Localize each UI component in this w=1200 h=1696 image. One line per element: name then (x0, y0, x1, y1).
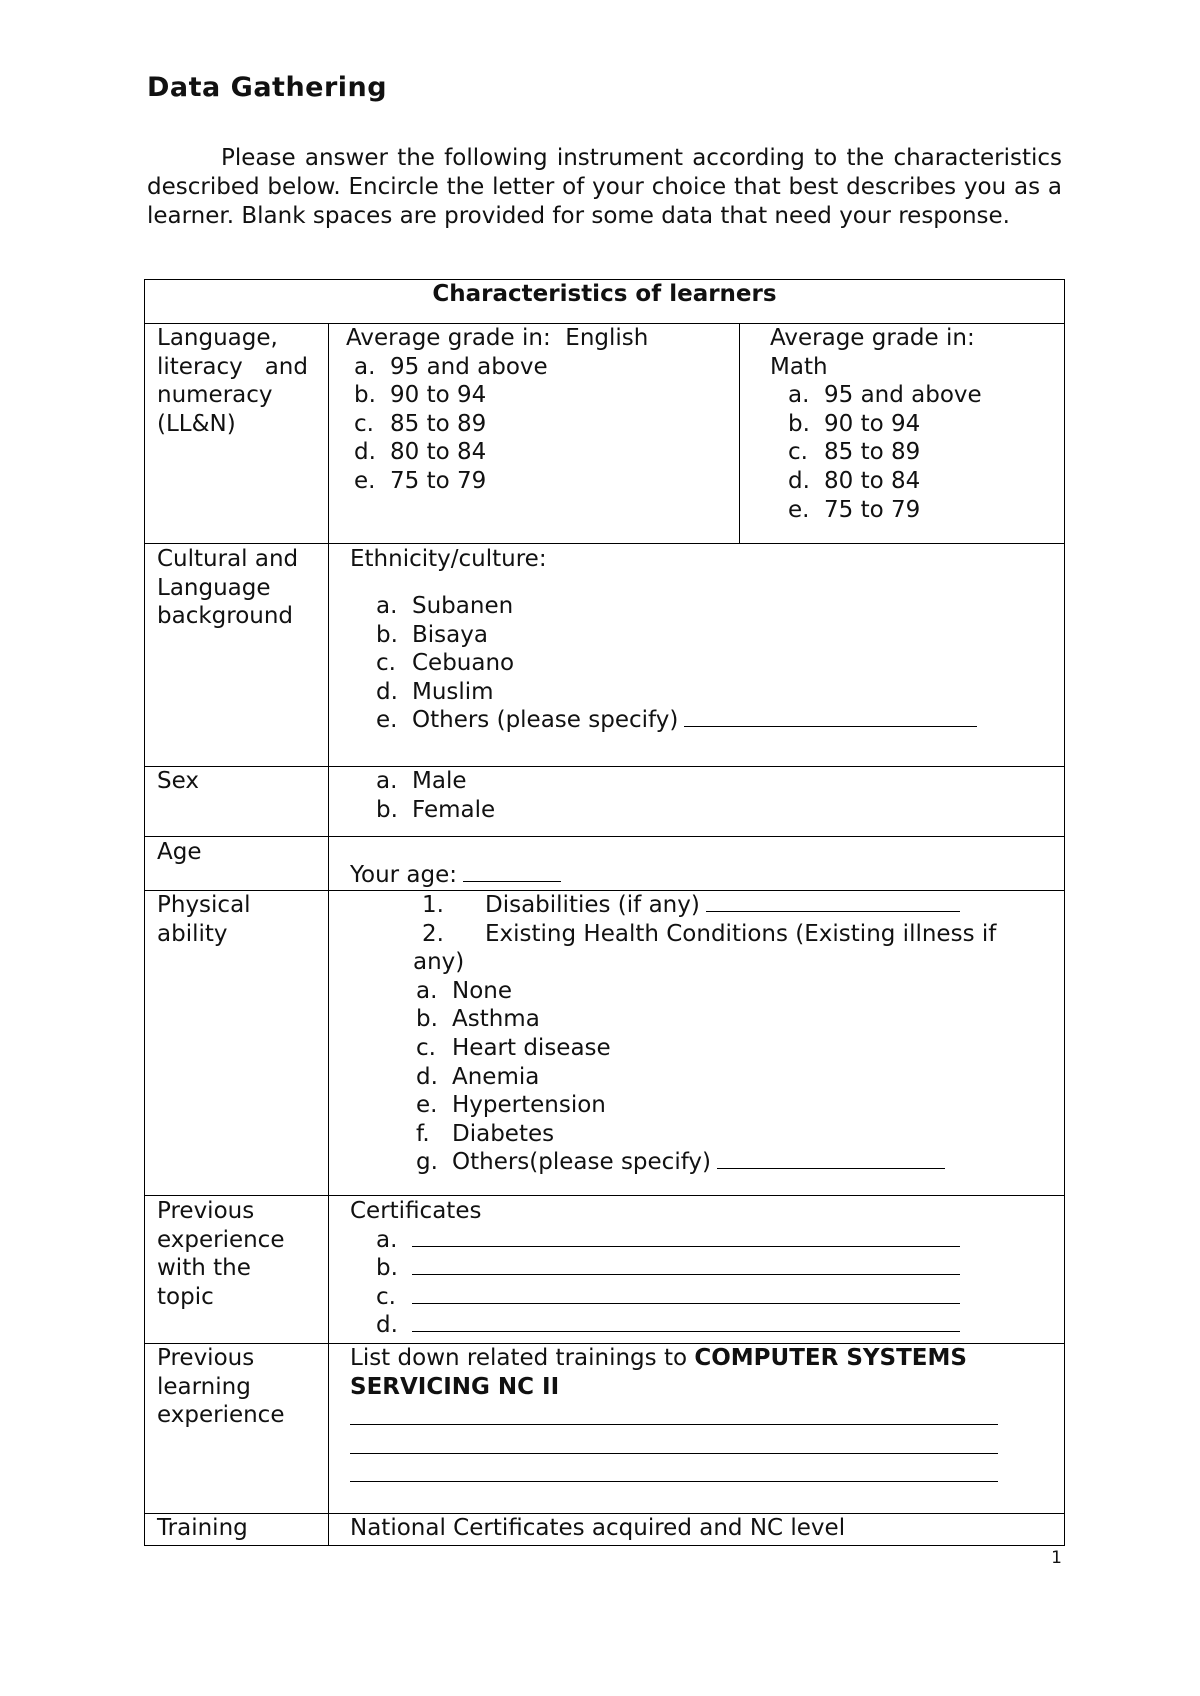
sex-options (376, 767, 495, 824)
option-item[interactable]: e. 75 to 79 (788, 496, 921, 523)
page-number: 1 (1051, 1548, 1062, 1568)
option-item[interactable]: c. Cebuano (376, 650, 515, 677)
label-line: (LL&N) (157, 410, 236, 437)
disabilities-item: 1. Disabilities (if any) (422, 891, 960, 920)
label-line: literacy and (157, 353, 308, 380)
ethnicity-options (376, 592, 977, 735)
option-item[interactable]: f. Diabetes (416, 1120, 555, 1147)
option-item[interactable]: a. 95 and above (354, 353, 548, 380)
physical-label: Physical ability (157, 892, 251, 947)
table-header: Characteristics of learners (432, 281, 777, 307)
age-label: Age (157, 839, 202, 865)
row-divider (144, 836, 1065, 837)
column-divider (739, 323, 740, 543)
english-grade-question (346, 324, 648, 353)
specify-blank[interactable] (717, 1149, 945, 1169)
health-item: 2. Existing Health Conditions (Existing illness if (422, 920, 997, 947)
option-item[interactable]: c. Heart disease (416, 1034, 611, 1061)
english-options (354, 353, 548, 496)
column-divider (328, 323, 329, 1546)
english-heading: Average grade in: English (346, 325, 649, 351)
option-item[interactable]: b. 90 to 94 (788, 410, 921, 437)
training-answer-line[interactable] (350, 1481, 998, 1482)
health-options (416, 977, 945, 1177)
certificate-entry[interactable]: b. (376, 1254, 960, 1283)
option-item[interactable]: e. Others (please specify) (376, 706, 977, 735)
instructions-paragraph: Please answer the following instrument according to the characteristics described below. Encircle the letter of your choice that best describes you as a learner. Blank spaces are provided for some data that need your response. (147, 145, 1062, 229)
option-item[interactable]: b. 90 to 94 (354, 382, 487, 409)
certificate-entries (376, 1226, 960, 1340)
row-divider (144, 766, 1065, 767)
option-item[interactable]: a. 95 and above (788, 382, 982, 409)
option-item[interactable]: b. Bisaya (376, 621, 488, 648)
row-divider (144, 1195, 1065, 1196)
certificates-heading: Certificates (350, 1198, 482, 1224)
option-item[interactable]: a. Male (376, 768, 467, 794)
math-options (788, 381, 982, 524)
training-answer-line[interactable] (350, 1453, 998, 1454)
trainings-prompt: List down related trainings to COMPUTER SYSTEMS SERVICING NC II (350, 1345, 967, 1400)
health-item-cont: any) (413, 949, 465, 976)
age-blank[interactable] (463, 862, 561, 882)
option-item[interactable]: b. Asthma (416, 1006, 540, 1033)
option-item[interactable]: d. 80 to 84 (788, 467, 921, 494)
option-item[interactable]: e. 75 to 79 (354, 467, 487, 494)
option-item[interactable]: c. 85 to 89 (354, 410, 487, 437)
ethnicity-heading: Ethnicity/culture: (350, 546, 547, 572)
option-item[interactable]: e. Hypertension (416, 1092, 606, 1119)
option-item[interactable]: d. 80 to 84 (354, 439, 487, 466)
training-answer-line[interactable] (350, 1424, 998, 1425)
label-line: numeracy (157, 382, 273, 409)
label-line: Language, (157, 325, 278, 351)
math-subject: Math (770, 353, 828, 380)
page-title: Data Gathering (147, 72, 388, 103)
training-label: Training (157, 1515, 248, 1541)
prev-experience-label: Previous experience with the topic (157, 1198, 285, 1310)
lln-label (157, 324, 308, 438)
disabilities-blank[interactable] (706, 892, 960, 912)
option-item[interactable]: a. None (416, 977, 513, 1004)
sex-label: Sex (157, 768, 199, 794)
certificate-entry[interactable]: a. (376, 1226, 960, 1255)
national-certificates-prompt: National Certificates acquired and NC level (350, 1515, 846, 1541)
option-item[interactable]: c. 85 to 89 (788, 439, 921, 466)
age-field: Your age: (350, 861, 561, 890)
option-item[interactable]: a. Subanen (376, 593, 514, 619)
certificate-entry[interactable]: c. (376, 1283, 960, 1312)
prev-learning-label: Previous learning experience (157, 1345, 285, 1429)
math-heading: Average grade in: (770, 325, 975, 351)
row-divider (144, 543, 1065, 544)
math-grade-question (770, 324, 975, 381)
option-item[interactable]: d. Muslim (376, 678, 494, 705)
option-item[interactable]: b. Female (376, 796, 496, 823)
culture-label: Cultural and Language background (157, 546, 299, 630)
certificate-entry[interactable]: d. (376, 1311, 960, 1340)
specify-blank[interactable] (684, 707, 977, 727)
option-item[interactable]: g. Others(please specify) (416, 1148, 945, 1177)
option-item[interactable]: d. Anemia (416, 1063, 540, 1090)
